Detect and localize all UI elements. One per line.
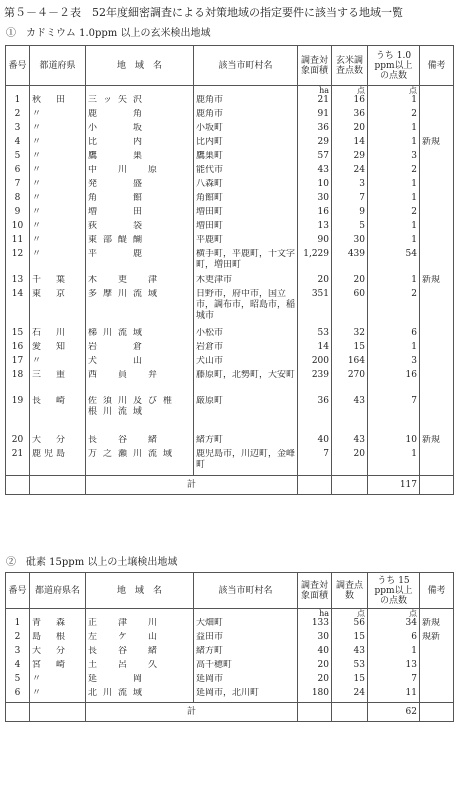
row-points: 43: [332, 396, 368, 435]
row-city: 厳原町: [194, 396, 298, 435]
row-note: [420, 165, 454, 179]
row-prefecture: 秋 田: [30, 95, 86, 109]
header-area: 地 域 名: [86, 573, 194, 609]
table-row: [6, 342, 454, 356]
row-city: 鷹巣町: [194, 151, 298, 165]
header-number: 番号: [6, 46, 30, 86]
row-area-name: 多摩川流域: [86, 289, 194, 328]
row-points-over: 1: [368, 193, 420, 207]
total-value: 62: [368, 703, 420, 722]
row-number: 7: [6, 179, 30, 193]
row-city: 木更津市: [194, 275, 298, 289]
unit-ha: ha: [298, 86, 332, 96]
row-prefecture: 〃: [30, 123, 86, 137]
row-city: 角館町: [194, 193, 298, 207]
row-area-name: 西 員 弁: [86, 370, 194, 396]
row-prefecture: 石 川: [30, 328, 86, 342]
unit-points-over: 点: [368, 609, 420, 619]
row-note: [420, 207, 454, 221]
row-prefecture: 宮 崎: [30, 660, 86, 674]
row-points-over: 1: [368, 646, 420, 660]
table-row: [6, 123, 454, 137]
row-points: 29: [332, 151, 368, 165]
row-note: [420, 193, 454, 207]
row-area-name: 木 更 津: [86, 275, 194, 289]
row-prefecture: 〃: [30, 207, 86, 221]
row-prefecture: 東 京: [30, 289, 86, 328]
row-area-name: 万之瀬川流域: [86, 449, 194, 476]
row-number: 13: [6, 275, 30, 289]
row-city: 比内町: [194, 137, 298, 151]
row-points-over: 16: [368, 370, 420, 396]
row-number: 8: [6, 193, 30, 207]
header-area: 地 域 名: [86, 46, 194, 86]
header-city: 該当市町村名: [194, 46, 298, 86]
row-survey-area: 16: [298, 207, 332, 221]
row-city: 緒方町: [194, 435, 298, 449]
row-prefecture: 〃: [30, 356, 86, 370]
row-prefecture: 〃: [30, 151, 86, 165]
row-number: 2: [6, 632, 30, 646]
arsenic-table-body: [6, 609, 454, 703]
header-city: 該当市町村名: [194, 573, 298, 609]
row-area-name: 三ッ矢沢: [86, 95, 194, 109]
table-row: [6, 674, 454, 688]
header-points: 調査点数: [332, 573, 368, 609]
row-area-name: 中 川 原: [86, 165, 194, 179]
row-area-name: 佐須川及び椎根川流域: [86, 396, 194, 435]
table-row: [6, 137, 454, 151]
row-survey-area: 13: [298, 221, 332, 235]
table-row: [6, 449, 454, 476]
row-city: 岩倉市: [194, 342, 298, 356]
table-row: [6, 632, 454, 646]
row-survey-area: 91: [298, 109, 332, 123]
row-note: [420, 688, 454, 703]
row-survey-area: 1,229: [298, 249, 332, 275]
table-row: [6, 356, 454, 370]
row-number: 5: [6, 674, 30, 688]
row-survey-area: 10: [298, 179, 332, 193]
row-points-over: 3: [368, 151, 420, 165]
table-row: [6, 221, 454, 235]
row-points-over: 1: [368, 235, 420, 249]
row-prefecture: 大 分: [30, 435, 86, 449]
row-points-over: 34: [368, 618, 420, 632]
row-prefecture: 長 崎: [30, 396, 86, 435]
header-points: 玄米調査点数: [332, 46, 368, 86]
row-area-name: 長 谷 緒: [86, 435, 194, 449]
row-points: 9: [332, 207, 368, 221]
row-prefecture: 〃: [30, 179, 86, 193]
row-points: 439: [332, 249, 368, 275]
row-city: 日野市，府中市，国立市，調布市，昭島市，稲城市: [194, 289, 298, 328]
table-row: [6, 618, 454, 632]
header-number: 番号: [6, 573, 30, 609]
row-note: [420, 235, 454, 249]
row-note: 新規: [420, 275, 454, 289]
row-points: 20: [332, 275, 368, 289]
table-row: [6, 109, 454, 123]
row-number: 10: [6, 221, 30, 235]
table-row: [6, 207, 454, 221]
row-points: 43: [332, 435, 368, 449]
header-prefecture: 都道府県: [30, 46, 86, 86]
row-points-over: 1: [368, 179, 420, 193]
row-number: 20: [6, 435, 30, 449]
row-points-over: 1: [368, 137, 420, 151]
row-survey-area: 30: [298, 193, 332, 207]
row-number: 6: [6, 165, 30, 179]
row-points-over: 1: [368, 95, 420, 109]
row-points-over: 7: [368, 674, 420, 688]
row-survey-area: 40: [298, 646, 332, 660]
row-prefecture: 鹿児島: [30, 449, 86, 476]
table-row: [6, 95, 454, 109]
row-note: [420, 221, 454, 235]
row-number: 1: [6, 95, 30, 109]
row-points-over: 1: [368, 342, 420, 356]
row-area-name: 岩 倉: [86, 342, 194, 356]
row-points: 20: [332, 123, 368, 137]
row-city: 藤原町，北勢町，大安町: [194, 370, 298, 396]
row-survey-area: 133: [298, 618, 332, 632]
table-row: [6, 328, 454, 342]
row-city: 大畑町: [194, 618, 298, 632]
row-points-over: 2: [368, 109, 420, 123]
table-row: [6, 646, 454, 660]
row-survey-area: 20: [298, 674, 332, 688]
row-area-name: 角 館: [86, 193, 194, 207]
table-row: [6, 370, 454, 396]
row-points: 36: [332, 109, 368, 123]
row-city: 高千穂町: [194, 660, 298, 674]
row-city: 犬山市: [194, 356, 298, 370]
table-title: 第５－４－２表 52年度細密調査による対策地域の指定要件に該当する地域一覧: [4, 6, 403, 19]
row-points: 20: [332, 449, 368, 476]
row-points-over: 2: [368, 165, 420, 179]
row-number: 2: [6, 109, 30, 123]
row-points-over: 1: [368, 123, 420, 137]
row-note: [420, 249, 454, 275]
row-area-name: 延 岡: [86, 674, 194, 688]
row-prefecture: 〃: [30, 674, 86, 688]
row-points-over: 1: [368, 275, 420, 289]
row-note: [420, 328, 454, 342]
row-area-name: 梯川流域: [86, 328, 194, 342]
row-survey-area: 20: [298, 275, 332, 289]
row-prefecture: 〃: [30, 235, 86, 249]
row-city: 益田市: [194, 632, 298, 646]
unit-points: 点: [332, 86, 368, 96]
unit-points-over: 点: [368, 86, 420, 96]
total-label: 計: [86, 703, 298, 722]
row-number: 4: [6, 660, 30, 674]
row-area-name: 左 ケ 山: [86, 632, 194, 646]
row-city: 横手町，平鹿町，十文字町，増田町: [194, 249, 298, 275]
row-note: [420, 646, 454, 660]
row-points-over: 6: [368, 328, 420, 342]
row-area-name: 平 鹿: [86, 249, 194, 275]
header-over-threshold: うち 1.0 ppm以上の点数: [368, 46, 420, 86]
row-points-over: 13: [368, 660, 420, 674]
row-points-over: 2: [368, 289, 420, 328]
row-number: 3: [6, 123, 30, 137]
row-number: 1: [6, 618, 30, 632]
row-number: 4: [6, 137, 30, 151]
row-points-over: 11: [368, 688, 420, 703]
header-prefecture: 都道府県名: [30, 573, 86, 609]
row-number: 19: [6, 396, 30, 435]
row-points: 5: [332, 221, 368, 235]
row-note: [420, 674, 454, 688]
row-survey-area: 351: [298, 289, 332, 328]
row-survey-area: 36: [298, 123, 332, 137]
row-note: [420, 289, 454, 328]
row-number: 12: [6, 249, 30, 275]
row-points: 3: [332, 179, 368, 193]
row-points: 24: [332, 688, 368, 703]
row-number: 15: [6, 328, 30, 342]
row-area-name: 小 坂: [86, 123, 194, 137]
row-area-name: 北川流域: [86, 688, 194, 703]
row-points: 56: [332, 618, 368, 632]
row-points: 15: [332, 674, 368, 688]
row-survey-area: 21: [298, 95, 332, 109]
row-survey-area: 239: [298, 370, 332, 396]
row-area-name: 荻 袋: [86, 221, 194, 235]
row-number: 17: [6, 356, 30, 370]
row-prefecture: 〃: [30, 165, 86, 179]
row-survey-area: 29: [298, 137, 332, 151]
row-points: 164: [332, 356, 368, 370]
row-prefecture: 〃: [30, 249, 86, 275]
unit-ha: ha: [298, 609, 332, 619]
row-survey-area: 30: [298, 632, 332, 646]
row-area-name: 発 盛: [86, 179, 194, 193]
total-label: 計: [86, 476, 298, 495]
row-city: 緒方町: [194, 646, 298, 660]
row-prefecture: 〃: [30, 137, 86, 151]
cadmium-table-body: [6, 86, 454, 476]
row-note: 新規: [420, 435, 454, 449]
row-city: 増田町: [194, 207, 298, 221]
cadmium-table: [5, 45, 454, 495]
row-area-name: 鷹 巣: [86, 151, 194, 165]
row-note: [420, 95, 454, 109]
row-survey-area: 180: [298, 688, 332, 703]
row-prefecture: 千 葉: [30, 275, 86, 289]
row-survey-area: 90: [298, 235, 332, 249]
arsenic-table: [5, 572, 454, 722]
row-note: [420, 370, 454, 396]
header-over-threshold: うち 15 ppm以上の点数: [368, 573, 420, 609]
row-points-over: 7: [368, 396, 420, 435]
row-note: [420, 151, 454, 165]
table-row: [6, 688, 454, 703]
row-city: 小坂町: [194, 123, 298, 137]
row-points-over: 1: [368, 221, 420, 235]
row-area-name: 比 内: [86, 137, 194, 151]
row-city: 八森町: [194, 179, 298, 193]
row-number: 16: [6, 342, 30, 356]
row-note: [420, 396, 454, 435]
row-city: 延岡市，北川町: [194, 688, 298, 703]
row-note: [420, 342, 454, 356]
row-prefecture: 〃: [30, 109, 86, 123]
row-points: 43: [332, 646, 368, 660]
row-number: 11: [6, 235, 30, 249]
row-note: 新規: [420, 618, 454, 632]
row-note: 規新: [420, 632, 454, 646]
row-area-name: 土 呂 久: [86, 660, 194, 674]
row-points-over: 54: [368, 249, 420, 275]
row-area-name: 正 津 川: [86, 618, 194, 632]
row-points: 14: [332, 137, 368, 151]
row-number: 9: [6, 207, 30, 221]
row-points: 15: [332, 632, 368, 646]
row-points: 270: [332, 370, 368, 396]
total-value: 117: [368, 476, 420, 495]
table-row: [6, 151, 454, 165]
header-survey-area: 調査対象面積: [298, 46, 332, 86]
row-prefecture: 〃: [30, 688, 86, 703]
table-row: [6, 249, 454, 275]
row-prefecture: 大 分: [30, 646, 86, 660]
row-survey-area: 40: [298, 435, 332, 449]
row-points: 7: [332, 193, 368, 207]
row-number: 6: [6, 688, 30, 703]
row-city: 能代市: [194, 165, 298, 179]
row-area-name: 犬 山: [86, 356, 194, 370]
table-row: [6, 289, 454, 328]
row-note: [420, 179, 454, 193]
row-survey-area: 43: [298, 165, 332, 179]
row-note: [420, 109, 454, 123]
table-row: [6, 179, 454, 193]
row-number: 3: [6, 646, 30, 660]
row-city: 鹿児島市，川辺町，金峰町: [194, 449, 298, 476]
row-prefecture: 青 森: [30, 618, 86, 632]
row-points: 32: [332, 328, 368, 342]
row-prefecture: 〃: [30, 193, 86, 207]
table-row: [6, 235, 454, 249]
row-city: 小松市: [194, 328, 298, 342]
row-points: 60: [332, 289, 368, 328]
table-row: [6, 193, 454, 207]
row-points-over: 3: [368, 356, 420, 370]
row-survey-area: 14: [298, 342, 332, 356]
row-prefecture: 〃: [30, 221, 86, 235]
table-row: [6, 275, 454, 289]
row-points: 15: [332, 342, 368, 356]
row-points: 53: [332, 660, 368, 674]
row-note: 新規: [420, 137, 454, 151]
row-points-over: 2: [368, 207, 420, 221]
section2-heading: ② 砒素 15ppm 以上の土壌検出地域: [6, 557, 178, 568]
row-number: 21: [6, 449, 30, 476]
row-city: 平鹿町: [194, 235, 298, 249]
row-note: [420, 449, 454, 476]
table-row: [6, 165, 454, 179]
section1-heading: ① カドミウム 1.0ppm 以上の玄米検出地域: [6, 28, 211, 39]
row-points: 24: [332, 165, 368, 179]
row-number: 18: [6, 370, 30, 396]
row-area-name: 長 谷 緒: [86, 646, 194, 660]
row-survey-area: 53: [298, 328, 332, 342]
row-number: 5: [6, 151, 30, 165]
header-survey-area: 調査対象面積: [298, 573, 332, 609]
row-note: [420, 356, 454, 370]
row-survey-area: 57: [298, 151, 332, 165]
table-row: [6, 396, 454, 435]
row-note: [420, 123, 454, 137]
row-area-name: 増 田: [86, 207, 194, 221]
row-survey-area: 20: [298, 660, 332, 674]
row-city: 延岡市: [194, 674, 298, 688]
unit-points: 点: [332, 609, 368, 619]
table-row: [6, 435, 454, 449]
row-points-over: 10: [368, 435, 420, 449]
row-prefecture: 愛 知: [30, 342, 86, 356]
row-area-name: 鹿 角: [86, 109, 194, 123]
row-number: 14: [6, 289, 30, 328]
row-city: 増田町: [194, 221, 298, 235]
row-points: 16: [332, 95, 368, 109]
header-note: 備考: [420, 46, 454, 86]
row-points-over: 6: [368, 632, 420, 646]
row-survey-area: 7: [298, 449, 332, 476]
table-row: [6, 660, 454, 674]
row-prefecture: 三 重: [30, 370, 86, 396]
row-city: 鹿角市: [194, 109, 298, 123]
row-points-over: 1: [368, 449, 420, 476]
row-prefecture: 島 根: [30, 632, 86, 646]
header-note: 備考: [420, 573, 454, 609]
row-survey-area: 36: [298, 396, 332, 435]
row-survey-area: 200: [298, 356, 332, 370]
row-area-name: 東部醍醐: [86, 235, 194, 249]
row-note: [420, 660, 454, 674]
row-points: 30: [332, 235, 368, 249]
row-city: 鹿角市: [194, 95, 298, 109]
